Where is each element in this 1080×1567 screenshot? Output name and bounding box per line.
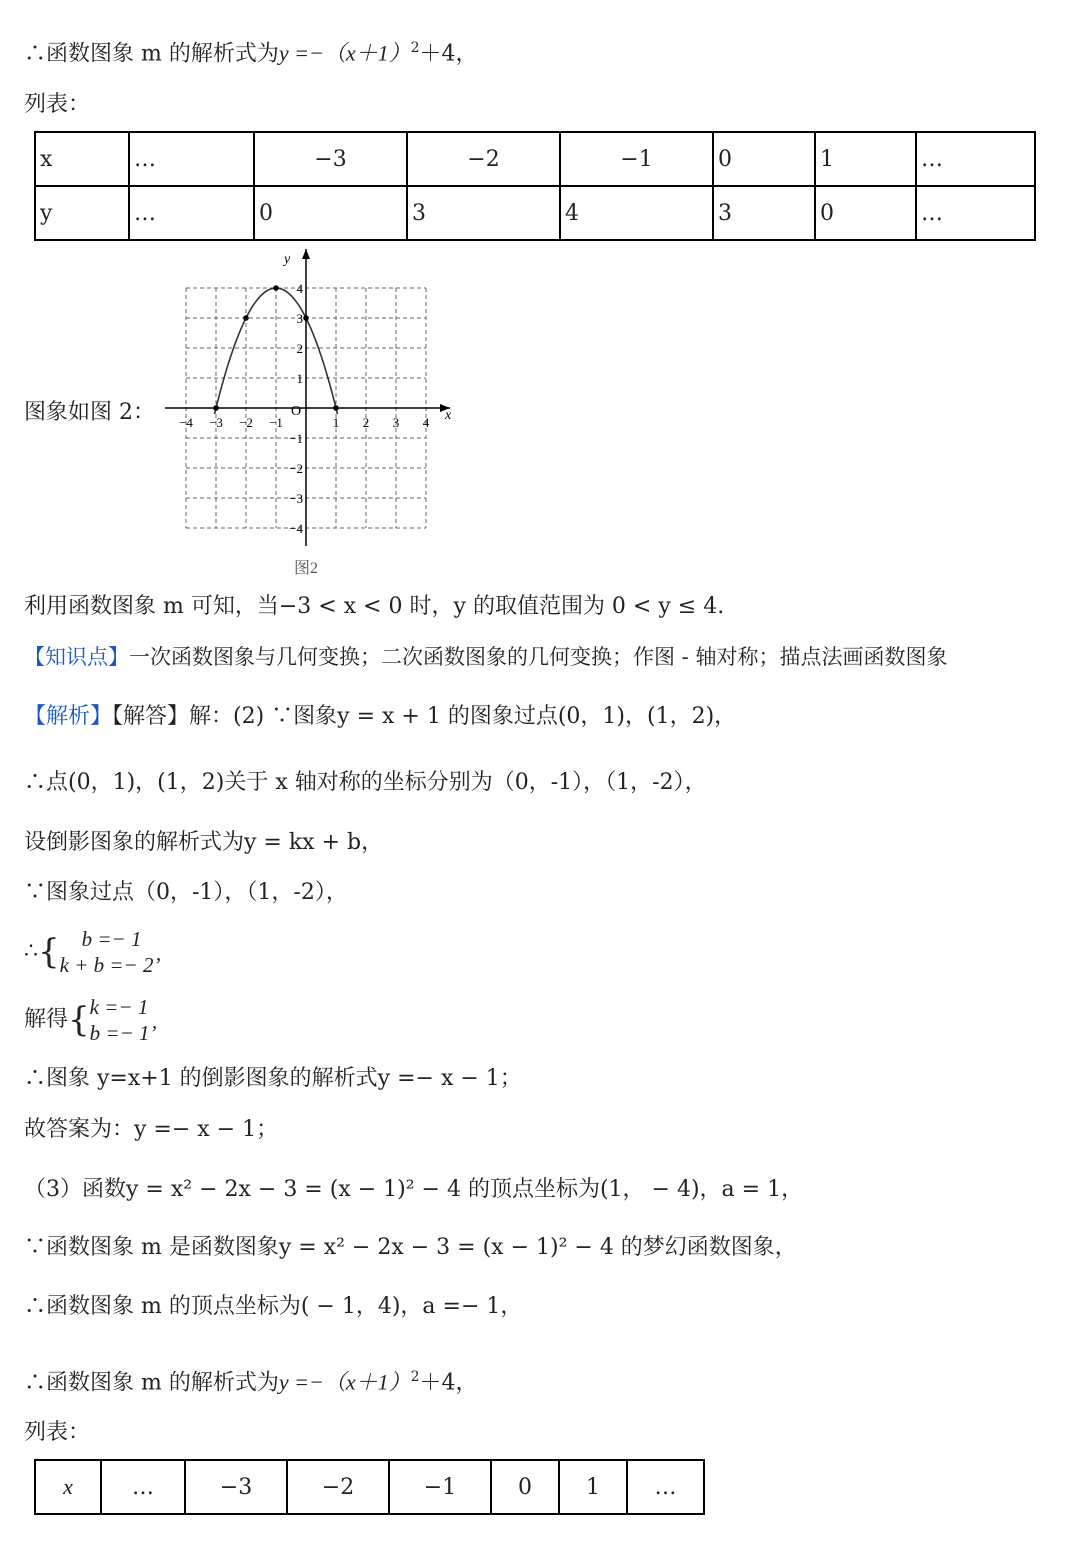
x-tick-label: −1 bbox=[269, 415, 283, 430]
x-tick-label: −4 bbox=[179, 415, 193, 430]
x-tick-label: 2 bbox=[362, 415, 370, 430]
data-point bbox=[303, 315, 309, 321]
data-point bbox=[243, 315, 249, 321]
y-tick-label: −1 bbox=[289, 431, 303, 446]
part3-line: （3）函数y = x² − 2x − 3 = (x − 1)² − 4 的顶点坐标为(1， − 4)，a = 1， bbox=[24, 1177, 804, 1202]
y-tick-label: 3 bbox=[296, 311, 303, 326]
axes bbox=[165, 249, 450, 546]
y-tick-label: −2 bbox=[289, 461, 303, 476]
figure-caption: 图2 bbox=[293, 560, 319, 577]
answer-line: 故答案为：y =− x − 1； bbox=[24, 1117, 279, 1142]
figure-label: 图象如图 2： bbox=[24, 400, 155, 425]
y-axis-arrow bbox=[302, 249, 310, 259]
vertex-line: ∴函数图象 m 的顶点坐标为( − 1，4)，a =− 1， bbox=[24, 1294, 523, 1319]
equation-system-2: 解得{k =− 1 b =− 1’ bbox=[24, 995, 157, 1045]
x-tick-label: −2 bbox=[239, 415, 253, 430]
origin-label: O bbox=[291, 404, 302, 419]
x-tick-label: 3 bbox=[392, 415, 400, 430]
y-tick-label: −3 bbox=[289, 491, 303, 506]
data-point bbox=[213, 405, 219, 411]
equation-system-1: ∴{ b =− 1 k + b =− 2’ bbox=[24, 927, 161, 977]
knowledge-points: 【知识点】一次函数图象与几何变换；二次函数图象的几何变换；作图 - 轴对称；描点法画函数图象 bbox=[24, 645, 948, 669]
symmetry-line: ∴点(0，1)，(1，2)关于 x 轴对称的坐标分别为（0，-1），（1，-2）， bbox=[24, 770, 707, 795]
pass-line: ∵图象过点（0，-1），（1，-2）， bbox=[24, 880, 348, 905]
table-row-x: x … −3 −2 −1 0 1 … bbox=[35, 132, 1035, 186]
range-conclusion: 利用函数图象 m 可知，当−3 < x < 0 时，y 的取值范围为 0 < y ≤ 4. bbox=[24, 594, 725, 619]
set-line: 设倒影图象的解析式为y = kx + b， bbox=[24, 830, 384, 855]
table-row-y: y … 0 3 4 3 0 … bbox=[35, 186, 1035, 240]
result-line: ∴图象 y=x+1 的倒影图象的解析式y =− x − 1； bbox=[24, 1066, 522, 1091]
list-label-2: 列表： bbox=[24, 1420, 91, 1445]
y-tick-label: 1 bbox=[296, 371, 303, 386]
y-axis-label: y bbox=[284, 252, 291, 267]
knowledge-tag: 【知识点】 bbox=[24, 645, 129, 669]
value-table-2 bbox=[34, 1459, 705, 1515]
formula-line-2: ∴函数图象 m 的解析式为$y =-(x+1)^2+4$， bbox=[24, 1369, 478, 1396]
x-tick-label: −3 bbox=[209, 415, 223, 430]
list-label-1: 列表： bbox=[24, 92, 91, 117]
data-point bbox=[273, 285, 279, 291]
dream-function-line: ∵函数图象 m 是函数图象y = x² − 2x − 3 = (x − 1)² − 4 的梦幻函数图象， bbox=[24, 1235, 797, 1260]
value-table-1 bbox=[34, 131, 1036, 241]
x-tick-label: 1 bbox=[332, 415, 340, 430]
x-tick-label: 4 bbox=[422, 415, 430, 430]
data-point bbox=[333, 405, 339, 411]
analysis-line: 【解析】【解答】解：(2) ∵图象y = x + 1 的图象过点(0，1)，(1，2)， bbox=[24, 704, 737, 729]
parabola-chart bbox=[160, 245, 460, 585]
analysis-tag: 【解析】 bbox=[24, 704, 113, 729]
y-tick-label: −4 bbox=[289, 521, 303, 536]
y-tick-label: 4 bbox=[296, 281, 303, 296]
formula-line-1: ∴函数图象 m 的解析式为$y =-(x+1)^2+4$， bbox=[24, 40, 478, 67]
table-row-x: x … −3 −2 −1 0 1 … bbox=[35, 1460, 704, 1514]
x-axis-label: x bbox=[445, 408, 452, 423]
y-tick-label: 2 bbox=[296, 341, 303, 356]
